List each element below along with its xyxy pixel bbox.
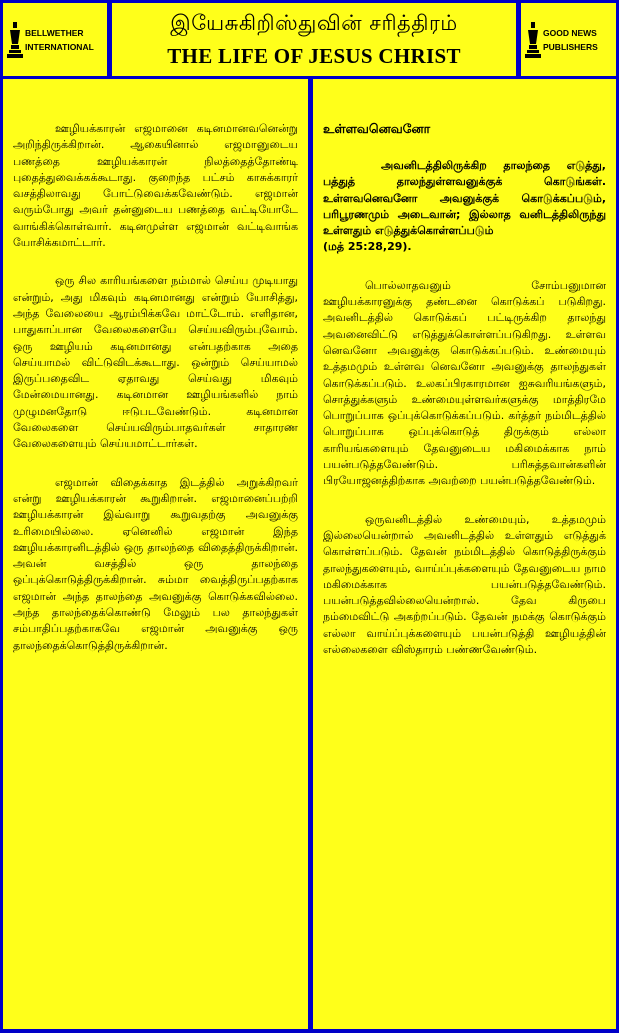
title-english: THE LIFE OF JESUS CHRIST	[167, 44, 461, 68]
left-logo-line2: INTERNATIONAL	[25, 41, 94, 52]
verse-text: அவனிடத்திலிருக்கிற தாலந்தை எடுத்து, பத்துத் தாலந்துள்ளவனுக்குக் கொடுங்கள். உள்ளவனெவனோ அவனுக்குக் கொடுக்கப்படும், பரிபூரணமும் அடைவான்; இல்லாத வனிடத்திலிருந்து உள்ளதும் எடுத்துக்கொள்ளப்படும்	[323, 159, 606, 238]
right-column	[313, 79, 616, 1029]
left-paragraph-3: எஜமான் விதைக்காத இடத்தில் அறுக்கிறவர் என்று ஊழியக்காரன் கூறுகிறான். எஜமானைப்பற்றி ஊழியக்காரன் இவ்வாறு கூறுவதற்கு அவனுக்கு உரிமையில்லை. ஏனெனில் எஜமான் இந்த ஊழியக்காரனிடத்தில் ஒரு தாலந்தை விதைத்திருக்கிறான். அவன் வசத்தில் ஒரு தாலந்தை ஒப்புக்கொடுத்திருக்கிறான். சும்மா வைத்திருப்பதற்காக எஜமான் அந்த தாலந்தை அவனுக்கு கொடுக்கவில்லை. அந்த தாலந்தைக்கொண்டு மேலும் பல தாலந்துகள் சம்பாதிப்பதற்காகவே எஜமான் அவனுக்கு ஒரு தாலந்தைக்கொடுத்திருக்கிறான்.	[13, 475, 298, 652]
right-paragraph-1: பொல்லாதவனும் சோம்பனுமான ஊழியக்காரனுக்கு தண்டனை கொடுக்கப் படுகிறது. அவனிடத்தில் கொடுக்கப் பட்டிருக்கிற தாலந்து அவனைவிட்டு எடுத்துக்கொள்ளப்படுகிறது. உள்ளவ னெவனோ அவனுக்கு கொடுக்கப்படும். உண்மையும் உத்தமமும் உள்ளவ னெவனோ அவனுக்கு தாலந்துகள் கொடுக்கப்படும். உலகப்பிரகாரமான ஐசுவரியங்களும், சொத்துக்களும் உண்மையுள்ளவர்களுக்கு மாத்திரமே பொறுப்பாக ஒப்புக்கொடுக்கப்படும். கர்த்தர் நம்மிடத்தில் பொறுப்பாக ஒப்புக்கொடுத் திருக்கும் எல்லா காரியங்களையும் தேவனுடைய மகிமைக்காக நாம் பயன்படுத்தவேண்டும். பரிசுத்தவான்களின் பிரயோஜனத்திற்காக அவற்றை பயன்படுத்தவேண்டும்.	[323, 278, 606, 488]
left-column	[3, 79, 308, 1029]
title-tamil: இயேசுகிறிஸ்துவின் சரித்திரம்	[170, 11, 458, 35]
left-paragraph-2: ஒரு சில காரியங்களை நம்மால் செய்ய முடியாது என்றும், அது மிகவும் கடினமானது என்றும் யோசித்து, அந்த வேலையை ஆரம்பிக்கவே மாட்டோம். எளிதான, பாதுகாப்பான வேலைகளையே செய்யவிரும்புவோம். ஒரு ஊழியம் கடினமானது என்பதற்காக அதை செய்யாமல் விட்டுவிடக்கூடாது. ஒன்றும் செய்யாமல் இருப்பதைவிட ஏதாவது செய்வது மிகவும் மேன்மையானது. கடினமான ஊழியங்களில் நாம் முழுமனதோடு ஈடுபடவேண்டும். கடினமான வேலைகளை செய்யவிரும்பாதவர்கள் சாதாரண வேலைகளையும் செய்யமாட்டார்கள்.	[13, 274, 298, 451]
bellwether-logo	[3, 3, 107, 76]
left-logo-line1: BELLWETHER	[25, 27, 84, 38]
right-paragraph-2: ஒருவனிடத்தில் உண்மையும், உத்தமமும் இல்லையென்றால் அவனிடத்தில் உள்ளதும் எடுத்துக் கொள்ளப்படும். தேவன் நம்மிடத்தில் கொடுத்திருக்கும் தாலந்துகளையும், வாய்ப்புக்களையும் தேவனுடைய நாம மகிமைக்காக பயன்படுத்தவேண்டும். பயன்படுத்தவில்லையென்றால். தேவ கிருபை நம்மைவிட்டு அகற்றப்படும். தேவன் நமக்கு கொடுக்கும் எல்லா வாய்ப்புக்களையும் பயன்படுத்தி ஊழியத்தின் எல்லைகளை விஸ்தாரம் பண்ணவேண்டும்.	[323, 512, 606, 657]
section-heading: உள்ளவனெவனோ	[323, 121, 431, 136]
right-logo-line2: PUBLISHERS	[543, 41, 598, 52]
page-title	[112, 3, 516, 76]
verse-reference: (மத் 25:28,29).	[323, 240, 412, 254]
right-logo-line1: GOOD NEWS	[543, 27, 597, 38]
lamp-icon	[525, 20, 541, 60]
good-news-logo	[521, 3, 616, 76]
lamp-icon	[7, 20, 23, 60]
scripture-verse	[323, 158, 606, 256]
left-paragraph-1: ஊழியக்காரன் எஜமானை கடினமானவனென்று அறிந்திருக்கிறான். ஆகையினால் எஜமானுடைய பணத்தை ஊழியக்காரன் நிலத்தைத்தோண்டி புதைத்துவைக்கக்கூடாது. குறைந்த பட்சம் காசுக்காரர் வசத்திலாவது போட்டுவைக்கவேண்டும். எஜமான் வரும்போது அவர் தன்னுடைய பணத்தை வட்டியோடே வாங்கிக்கொள்வார். கடினமுள்ள எஜமான் வட்டிவாங்க யோசிக்கமாட்டார்.	[13, 122, 298, 250]
